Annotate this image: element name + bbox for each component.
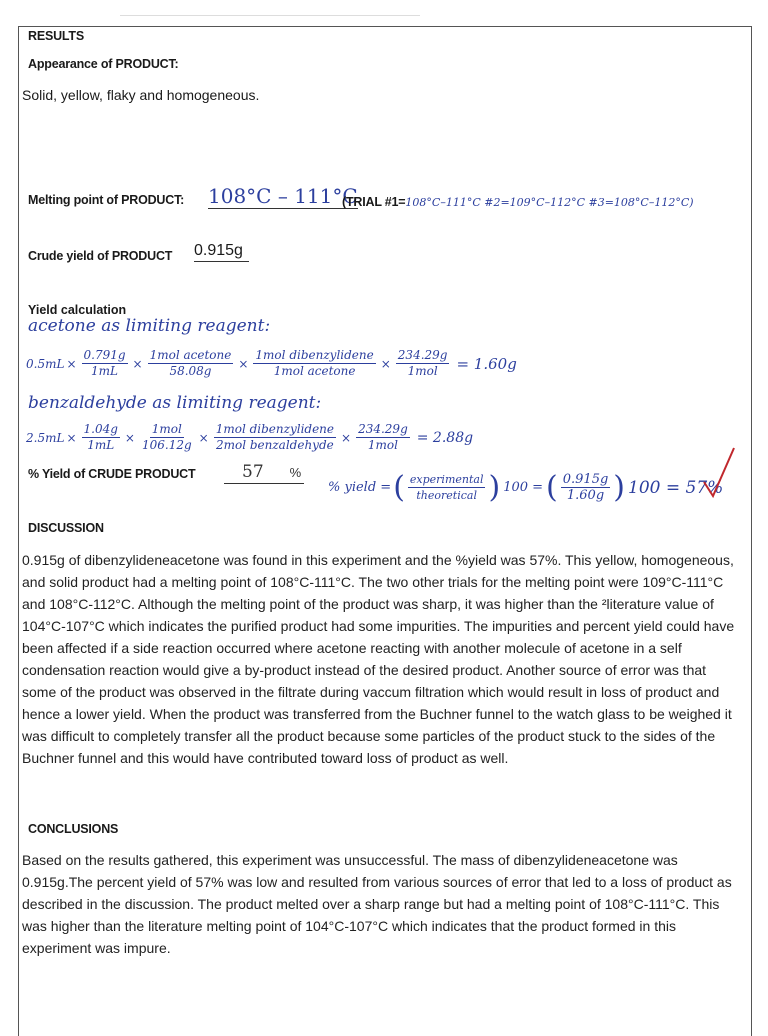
benz-f3-den: 2mol benzaldehyde [215, 438, 334, 452]
percent-yield-formula: % yield = ( $\frac{\text{experimental}}{\text{theoretical}}$ ) 100 = ( $\frac{0.915g}{1.60g}$ ) 100 = 57% [328, 470, 724, 505]
acetone-f1-den: 1mL [91, 364, 119, 378]
appearance-value: Solid, yellow, flaky and homogeneous. [22, 87, 260, 103]
acetone-f1-num: 0.791g [83, 348, 126, 362]
percent-yield-value: 57 [242, 462, 264, 482]
conclusions-text: Based on the results gathered, this experiment was unsuccessful. The mass of dibenzylideneacetone was 0.915g.The percent yield of 57% was low and resulted from various sources of error that led to a loss of product as described in the discussion. The product melted over a sharp range but had a melting point of 108°C-111°C. This was higher than the literature melting point of 104°C-107°C which indicates that the product formed in this experiment was impure. [22, 852, 732, 956]
crude-yield-label: Crude yield of PRODUCT [28, 249, 173, 263]
acetone-f3-den: 1mol acetone [273, 364, 356, 378]
acetone-f2-den: 58.08g [169, 364, 212, 378]
acetone-f2-num: 1mol acetone [149, 348, 232, 362]
acetone-f3-num: 1mol dibenzylidene [255, 348, 374, 362]
crude-yield-value: 0.915g [194, 241, 249, 262]
melting-label: Melting point of PRODUCT: [28, 193, 185, 207]
formula-lhs: % yield = [328, 480, 392, 495]
appearance-label: Appearance of PRODUCT: [28, 57, 179, 71]
formula-f2-den: 1.60g [566, 488, 605, 503]
melting-value: 108°C – 111°C [208, 184, 358, 208]
results-heading: RESULTS [28, 29, 85, 43]
benz-f2-num: 1mol [151, 422, 182, 436]
grader-checkmark-icon [700, 444, 740, 500]
benz-f3-num: 1mol dibenzylidene [215, 422, 335, 436]
trials-prefix: (TRIAL #1= [342, 195, 406, 209]
yield-calc-label: Yield calculation [28, 303, 127, 317]
conclusions-heading: CONCLUSIONS [28, 822, 119, 836]
benzaldehyde-heading: benzaldehyde as limiting reagent: [28, 393, 322, 413]
benz-result: = 2.88g [416, 429, 474, 446]
benz-f2-den: 106.12g [141, 438, 192, 452]
benz-f4-num: 234.29g [358, 422, 408, 436]
benz-f4-den: 1mol [367, 438, 398, 452]
acetone-heading: acetone as limiting reagent: [28, 316, 271, 336]
benzaldehyde-calculation: 2.5mL × $\frac{1.04g}{1mL}$ × $\frac{\text{1mol}}{106.12g}$ × $\frac{\text{1mol dibenzylidene}}{\text{2mol benzaldehyde}}$ × $\frac{234.29g}{\text{1mol}}$ = 2.88g [26, 422, 474, 452]
trials-values: 108°C–111°C #2=109°C–112°C #3=108°C–112°C) [405, 196, 694, 209]
percent-yield-sign: % [289, 465, 302, 480]
formula-mid: 100 = [503, 480, 544, 495]
acetone-f4-den: 1mol [407, 364, 438, 378]
formula-f2-num: 0.915g [562, 472, 609, 487]
acetone-start: 0.5mL [26, 356, 65, 371]
percent-yield-label: % Yield of CRUDE PRODUCT [28, 467, 196, 481]
acetone-f4-num: 234.29g [397, 348, 448, 362]
discussion-text: 0.915g of dibenzylideneacetone was found in this experiment and the %yield was 57%. This yellow, homogeneous, and solid product had a melting point of 108°C-111°C. The two other trials for the melting point were 109°C-111°C and 108°C-112°C. Although the melting point of the product was sharp, it was higher than the ²literature value of 104°C-107°C which indicates the purified product had some impurities. The impurities and percent yield could have been affected if a side reaction occurred where acetone reacting with another molecule of acetone in a self condensation reaction would give a by-product instead of the desired product. Another source of error was that some of the product was observed in the filtrate during vaccum filtration which would result in loss of product and hence a lower yield. When the product was transferred from the Buchner funnel to the watch glass to be weighed it was difficult to completely transfer all the product because some particles of the product stuck to the sides of the Buchner funnel and this would have contributed toward loss of product as well. [22, 552, 735, 766]
acetone-calculation: 0.5mL × $\frac{0.791g}{1mL}$ × $\frac{\text{1mol acetone}}{58.08g}$ × $\frac{\text{1mol dibenzylidene}}{\text{1mol acetone}}$ × $\frac{234.29g}{\text{1mol}}$ = 1.60g [26, 348, 517, 378]
percent-yield-field [224, 462, 304, 484]
formula-f1-den: theoretical [416, 489, 477, 502]
formula-f1-num: experimental [409, 473, 484, 486]
formula-rhs: 100 = 57% [628, 477, 724, 498]
benz-f1-num: 1.04g [83, 422, 118, 436]
discussion-heading: DISCUSSION [28, 521, 104, 535]
scan-artifact-line [120, 15, 420, 16]
trials-line [342, 193, 694, 211]
acetone-result: = 1.60g [456, 354, 517, 373]
benz-start: 2.5mL [26, 430, 65, 445]
benz-f1-den: 1mL [87, 438, 115, 452]
